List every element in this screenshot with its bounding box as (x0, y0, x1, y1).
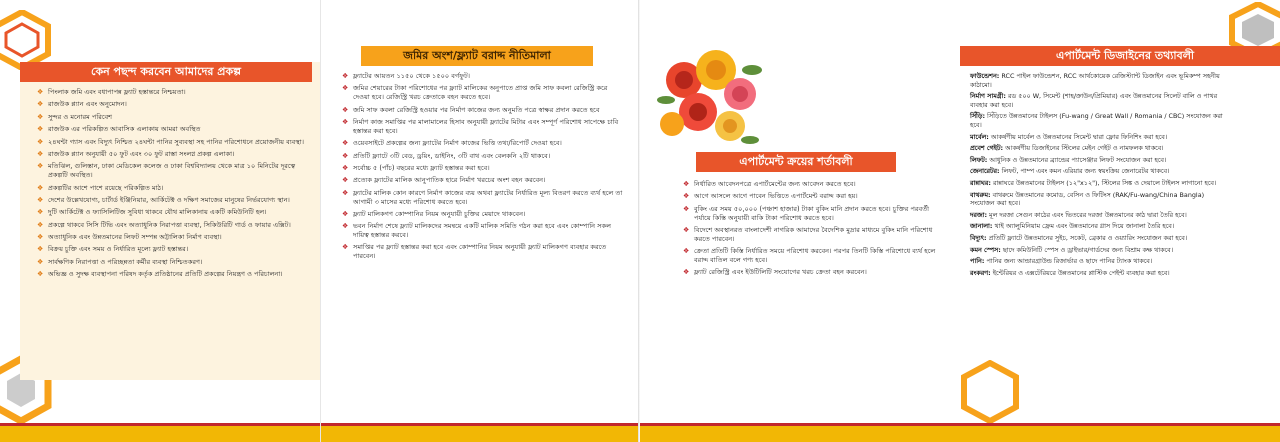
list-item-text: পিংলাক জমি এবং বধাপাপন্ন ফ্ল্যাট হস্তান্তরে নিশ্চয়তা। (48, 88, 186, 96)
list-item-text: দেশের উল্লেখযোগ্য, চার্টার্ড ইঞ্জিনিয়ার, আর্কিটেক্ট ও দক্ষিণ সমাজের মানুষের নির্ভরযোগ্য স্থান। (48, 195, 290, 204)
bullet-icon: ❖ (683, 225, 690, 234)
list-item-text: সর্বোচ্চ ৫ (পাঁচ) বছরের মধ্যে ফ্ল্যাট হস্তান্তর করা হবে। (353, 163, 490, 172)
list-item-text: ক্রেতা প্রতিটি কিস্তি নির্ধারিত সময়ে পরিশোধ করবেন। পরপর তিনটি কিস্তি পরিশোধে ব্যর্থ হলে বরাদ্দ বাতিল বলে গণ্য হবে। (694, 247, 936, 264)
bullet-icon: ❖ (342, 84, 349, 93)
list-item (36, 208, 308, 217)
bullet-icon: ❖ (37, 149, 44, 158)
list-item-text: প্রকল্পে থাকবে সিসি টিভি এবং অত্যাধুনিক নিরাপত্তা ব্যবস্থা, সিকিউরিটি গার্ড ও ফায়ার এক্সিট। (48, 220, 291, 229)
list-item (341, 222, 623, 240)
list-item-text: দুটি আর্কিটেক্ট ও ফ্যাসিলিটিজ সুবিধা থাকবে যৌথ মালিকানায় একটি কমিউনিটি হল। (48, 208, 267, 217)
list-item (682, 247, 944, 265)
spec-line (960, 246, 1230, 255)
bullet-icon: ❖ (37, 270, 44, 279)
spec-value: বাথরুমে উন্নতমানের কমোড, বেসিন ও ফিটিংস (RAK/Fu-wang/China Bangla) সংযোজন করা হবে। (970, 190, 1205, 208)
list-item (36, 162, 308, 180)
list-item-text: জমির শেয়ারের টাকা পরিশোধের পর ফ্ল্যাট মালিকের অনুপাতে প্রাপ্ত জমি সাফ কবলা রেজিস্ট্রি করে দেওয়া হবে। রেজিস্ট্রি খরচ ক্রেতাকে বহন করতে হবে। (353, 84, 608, 102)
list-item-text: অত্যাধুনিক এবং উন্নতমানের লিফট সম্পন্ন অট্টালিকা নির্মাণ ব্যবস্থা। (48, 233, 222, 242)
terms-list (682, 180, 944, 405)
bullet-icon: ❖ (37, 257, 44, 266)
list-item (341, 106, 623, 115)
bullet-icon: ❖ (37, 245, 44, 254)
list-item-text: অভিজ্ঞ ও সুদক্ষ ব্যবস্থাপনা পরিষদ কর্তৃক প্রতিষ্ঠানের প্রতিটি প্রকল্পের নিয়ন্ত্রণ ও পরিচালনা। (48, 270, 283, 279)
spec-value: আধুনিক ও উন্নতমানের ব্র্যান্ডের প্যাসেঞ্জার লিফট সংযোজন করা হবে। (989, 155, 1167, 164)
spec-line (960, 112, 1230, 129)
spec-line (960, 211, 1230, 220)
spec-key: নির্মাণ সামগ্রী: (970, 92, 1006, 101)
list-item (36, 184, 308, 193)
spec-value: পানির জন্য আন্ডারগ্রাউন্ড রিজার্ভার ও ছাদে পানির ট্যাংক থাকবে। (986, 257, 1153, 266)
list-item (341, 152, 623, 161)
list-item (36, 100, 308, 109)
list-item (36, 88, 308, 97)
bullet-icon: ❖ (37, 195, 44, 204)
panel4-heading: এপার্টমেন্ট ডিজাইনের তথ্যাবলী (960, 46, 1280, 66)
spec-line (960, 72, 1230, 89)
list-item (36, 233, 308, 242)
list-item-text: নির্ধারিত আবেদনপত্রে এপার্টমেন্টের জন্য আবেদন করতে হবে। (694, 180, 856, 188)
bullet-icon: ❖ (683, 192, 690, 201)
spec-line (960, 191, 1230, 208)
spec-line (960, 144, 1230, 153)
list-item (36, 138, 308, 147)
panel3-heading: এপার্টমেন্ট ক্রয়ের শর্তাবলী (696, 152, 896, 172)
list-item (36, 221, 308, 230)
spec-value: ছাদে কমিউনিটি স্পেস ও ড্রাইভার/গার্ডদের জন্য বিশ্রাম কক্ষ থাকবে। (1002, 245, 1174, 254)
list-item-text: নির্মাণ কাজ সমাপ্তির পর মালামালের হিসাব অনুযায়ী ফ্ল্যাটের মিটার এবং সম্পূর্ণ পরিশোধ সাপেক্ষে চাবি হস্তান্তর করা হবে। (353, 117, 619, 135)
bullet-icon: ❖ (342, 163, 349, 172)
flower-bouquet-icon (650, 40, 766, 156)
panel-allocation-policy (320, 0, 641, 442)
bullet-icon: ❖ (342, 243, 349, 252)
footer-band (0, 426, 320, 442)
bullet-icon: ❖ (342, 117, 349, 126)
bullet-icon: ❖ (37, 112, 44, 121)
list-item (341, 189, 623, 207)
bullet-icon: ❖ (683, 180, 690, 188)
spec-line (960, 92, 1230, 109)
spec-line (960, 156, 1230, 165)
bullet-icon: ❖ (37, 220, 44, 229)
spec-key: পানি: (970, 257, 985, 266)
policy-list (341, 72, 623, 402)
list-item (341, 139, 623, 148)
bullet-icon: ❖ (342, 176, 349, 185)
bullet-icon: ❖ (342, 105, 349, 114)
spec-key: লিফট: (970, 155, 988, 164)
spec-key: প্রবেশ গেইট: (970, 144, 1004, 153)
spec-key: কমন স্পেস: (970, 245, 1001, 254)
list-item-text: বিদেশে অবস্থানরত বাংলাদেশী নাগরিক আমাদের বৈদেশিক মুদ্রার মাধ্যমে বুকিং মানি পরিশোধ করতে পারবেন। (694, 225, 933, 243)
spec-key: বিদ্যুৎ: (970, 233, 987, 242)
spec-value: সিঁড়িতে উন্নতমানের টাইলস (Fu-wang / Great Wall / Romania / CBC) সংযোজন করা হবে। (970, 112, 1223, 129)
feature-list (36, 88, 308, 388)
list-item (341, 118, 623, 136)
list-item-text: ২৪ঘন্টা গ্যাস এবং বিদ্যুৎ নিশ্চিত ২৪ঘন্টা পানির সুব্যবস্থা সহ পানির পরিশোধনে প্রয়োজনীয় ব্যবস্থা। (48, 137, 304, 146)
list-item-text: ফ্ল্যাট মালিকগণ কোম্পানির নিয়ম অনুযায়ী চুক্তির মেয়াদে থাকবেন। (353, 209, 526, 218)
spec-key: মার্বেল: (970, 132, 989, 141)
panel-why-choose (0, 0, 320, 442)
spec-value: রড ৫০০ W, সিমেন্ট (শাহ/ক্রাউন/প্রিমিয়ার) এবং উন্নতমানের সিলেট বালি ও পাথর ব্যবহার করা হবে। (970, 92, 1218, 109)
list-item (682, 268, 944, 277)
spec-key: বাথরুম: (970, 190, 991, 199)
list-item (36, 113, 308, 122)
bullet-icon: ❖ (342, 72, 349, 80)
bullet-icon: ❖ (37, 88, 44, 96)
list-item-text: রাজউক প্ল্যান এবং অনুমোদন। (48, 100, 127, 109)
list-item (682, 192, 944, 201)
list-item-text: সার্বক্ষণিক নিরাপত্তা ও পরিচ্ছন্নতা কর্মীর ব্যবস্থা নিশ্চিতকরণ। (48, 257, 203, 266)
list-item-text: মতিঝিল, গুলিস্তান, ঢাকা মেডিকেল কলেজ ও ঢাকা বিশ্ববিদ্যালয় থেকে মাত্র ১০ মিনিটের দূরত্বে প্রকল্পটি অবস্থিত। (48, 162, 296, 180)
spec-key: সিঁড়ি: (970, 112, 985, 121)
spec-line (960, 133, 1230, 142)
list-item-text: প্রত্যেক ফ্ল্যাটের মালিক আনুপাতিক হারে নির্মাণ খরচের অংশ বহন করবেন। (353, 176, 546, 185)
list-item (36, 150, 308, 159)
footer-band (640, 426, 960, 442)
bullet-icon: ❖ (37, 183, 44, 192)
spec-key: দরজা: (970, 210, 987, 219)
spec-line (960, 222, 1230, 231)
list-item (341, 176, 623, 185)
list-item-text: ফ্ল্যাটের মালিক কোন কারণে নির্মাণ কাজের ব্যয় অথবা ফ্ল্যাটের নির্ধারিত মূল্য বিতরণ করতে ব্যর্থ হলে তা আগামী ৩ মাসের মধ্যে পরিশোধ করতে হবে। (353, 188, 623, 206)
bullet-icon: ❖ (342, 209, 349, 218)
list-item-text: সমাপ্তির পর ফ্ল্যাট হস্তান্তর করা হবে এবং কোম্পানির নিয়ম অনুযায়ী ফ্ল্যাট মালিকগণ ব্যবহার করতে পারবেন। (353, 243, 607, 261)
list-item (341, 72, 623, 81)
list-item (36, 258, 308, 267)
list-item-text: রাজউক প্ল্যান অনুযায়ী ৫০ ফুট এবং ৩০ ফুট রাস্তা সংলগ্ন প্রকল্প এলাকা। (48, 149, 235, 158)
bullet-icon: ❖ (37, 233, 44, 242)
spec-value: ইন্টেরিয়র ও এক্সটেরিয়রে উন্নতমানের প্লাস্টিক পেইন্ট ব্যবহার করা হবে। (992, 268, 1170, 277)
list-item (682, 205, 944, 223)
list-item (341, 164, 623, 173)
spec-value: RCC পাইল ফাউন্ডেশন, RCC আর্থকোয়েক রেজিস্ট্যান্ট ডিজাইন এবং ভূমিকম্প সহনীয় কাঠামো। (970, 72, 1220, 89)
list-item (36, 196, 308, 205)
list-item-text: ভবন নির্মাণ শেষে ফ্ল্যাট মালিকদের সমন্বয়ে একটি মালিক সমিতি গঠন করা হবে এবং কোম্পানি সকল দায়িত্ব হস্তান্তর করবে। (353, 222, 612, 240)
spec-value: রান্নাঘরে উন্নতমানের টাইলস (১২"x১২"), স্টিলের সিঙ্ক ও দেয়ালে টাইলস লাগানো হবে। (992, 178, 1217, 187)
spec-line (960, 269, 1230, 278)
spec-line (960, 234, 1230, 243)
bullet-icon: ❖ (683, 204, 690, 213)
panel-purchase-terms (640, 0, 960, 442)
list-item (36, 270, 308, 279)
bullet-icon: ❖ (342, 188, 349, 197)
spec-key: জানালা: (970, 222, 993, 231)
list-item (36, 125, 308, 134)
spec-value: আকর্ষণীয় ডিজাইনের স্টিলের মেইন গেইট ও নামফলক থাকবে। (1005, 144, 1164, 153)
spec-key: জেনারেটর: (970, 167, 1000, 176)
list-item-text: ফ্ল্যাটের আয়তন ১১৫০ থেকে ১৫০০ বর্গফুট। (353, 72, 471, 80)
spec-value: আকর্ষণীয় মার্বেল ও উন্নতমানের সিমেন্ট দ্বারা ফ্লোর ফিনিশিং করা হবে। (990, 132, 1168, 141)
list-item-text: বুকিং এর সময় ৫০,০০০ (পঞ্চাশ হাজার) টাকা বুকিং মানি প্রদান করতে হবে। চুক্তির পরবর্তী পর্যায়ে কিস্তি অনুযায়ী বাকি টাকা পরিশোধ করতে হবে। (694, 204, 930, 222)
spec-line (960, 257, 1230, 266)
bullet-icon: ❖ (342, 139, 349, 148)
list-item (36, 245, 308, 254)
footer-band (321, 426, 641, 442)
spec-line (960, 167, 1230, 176)
bullet-icon: ❖ (37, 100, 44, 109)
hexagon-decoration-icon (0, 10, 52, 70)
bullet-icon: ❖ (37, 137, 44, 146)
list-item (341, 210, 623, 219)
list-item-text: প্রতিটি ফ্ল্যাটে ৩টি বেড, ড্রয়িং, ডাইনিং, ৩টি বাথ এবং বেলকনি ২টি থাকবে। (353, 151, 551, 160)
spec-value: মূল দরজা সেগুন কাঠের এবং ভিতরের দরজা উন্নতমানের কাঠ দ্বারা তৈরি হবে। (989, 210, 1187, 219)
list-item-text: জমি সাফ কবলা রেজিস্ট্রি হওয়ার পর নির্মাণ কাজের জন্য অনুমতি পত্রে স্বাক্ষর প্রদান করতে হবে (353, 105, 600, 114)
spec-value: প্রতিটি ফ্ল্যাটে উন্নতমানের সুইচ, সকেট, ব্রেকার ও ওয়্যারিং সংযোজন করা হবে। (988, 233, 1188, 242)
list-item-text: আগে আসলে আগে পাবেন ভিত্তিতে এপার্টমেন্ট বরাদ্দ করা হয়। (694, 192, 858, 201)
list-item (341, 84, 623, 102)
panel2-heading: জমির অংশ/ফ্ল্যাট বরাদ্দ নীতিমালা (361, 46, 593, 66)
list-item-text: ওয়েবসাইটে প্রকল্পের জন্য ফ্ল্যাটের নির্মাণ কাজের ভিত্তি তথ্য/রিপোর্ট দেওয়া হবে। (353, 139, 562, 148)
list-item-text: প্রকল্পটির আশে পাশে রয়েছে পরিকল্পিত মাঠ। (48, 183, 164, 192)
panel1-heading: কেন পছন্দ করবেন আমাদের প্রকল্প (20, 62, 312, 82)
list-item (682, 180, 944, 189)
spec-value: লিফট, পাম্প এবং কমন এরিয়ার জন্য স্বয়ংক্রিয় জেনারেটর থাকবে। (1001, 167, 1170, 176)
bullet-icon: ❖ (342, 222, 349, 231)
spec-value: থাই অ্যালুমিনিয়াম ফ্রেম এবং উন্নতমানের গ্লাস দিয়ে জানালা তৈরি হবে। (994, 222, 1175, 231)
list-item-text: সুন্দর ও মনোরম পরিবেশ (48, 112, 113, 121)
spec-line (960, 179, 1230, 188)
bullet-icon: ❖ (37, 162, 44, 171)
bullet-icon: ❖ (37, 125, 44, 134)
bullet-icon: ❖ (683, 268, 690, 277)
list-item-text: বিক্রয় চুক্তি এবং সময় ও নির্ধারিত মূল্যে ফ্ল্যাট হস্তান্তর। (48, 245, 189, 254)
panel-design-info (960, 0, 1280, 442)
design-specs (960, 72, 1230, 402)
list-item (682, 226, 944, 244)
footer-band (960, 426, 1280, 442)
spec-key: ফাউন্ডেশন: (970, 72, 1000, 80)
bullet-icon: ❖ (342, 151, 349, 160)
spec-key: রংকরণ: (970, 268, 991, 277)
list-item-text: রাজউক এর পরিকল্পিত আবাসিক এলাকায় আমরা অবস্থিত (48, 125, 201, 134)
bullet-icon: ❖ (683, 247, 690, 256)
spec-key: রান্নাঘর: (970, 178, 991, 187)
list-item-text: ফ্ল্যাট রেজিস্ট্রি এবং ইউটিলিটি সংযোগের খরচ ক্রেতা বহন করবেন। (694, 268, 867, 277)
bullet-icon: ❖ (37, 208, 44, 217)
list-item (341, 243, 623, 261)
